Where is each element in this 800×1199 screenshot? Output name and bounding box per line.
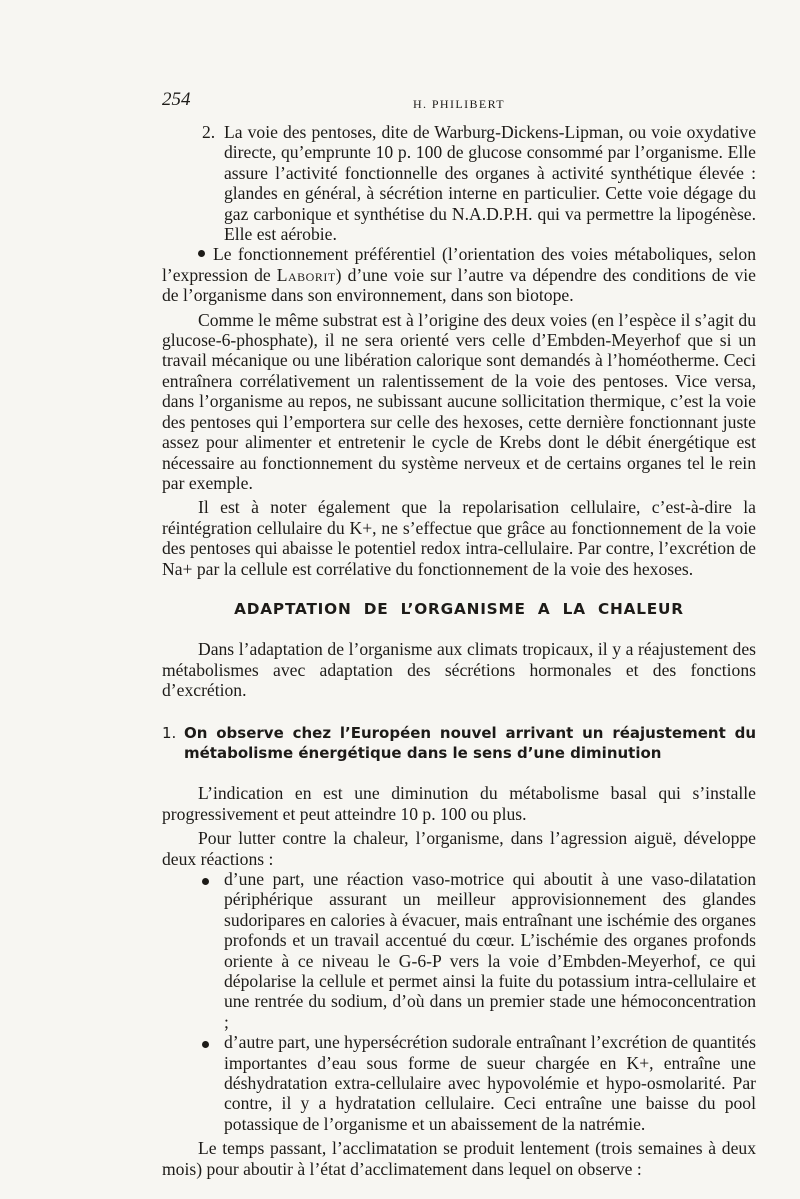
running-head: H. PHILIBERT bbox=[412, 97, 506, 111]
paragraph-comme: Comme le même substrat est à l’origine des deux voies (en l’espèce il s’agit du glucose-6-phosphate), il ne sera orienté vers celle d’Embden-Meyerhof que si un travail mécanique ou une libération calorique sont demandés à l’homéotherme. Ceci entraînera corrélativement un ralentissement de la voie des pentoses. Vice versa, dans l’organisme au repos, ne subissant aucune sollicitation thermique, c’est la voie des pentoses qui l’emportera sur celle des hexoses, cette dernière fonctionnant juste assez pour alimenter et entretenir le cycle de Krebs dont le débit énergétique est nécessaire au fonctionnement du système nerveux et de certains organes tel le rein par exemple. bbox=[162, 309, 756, 493]
item-number: 2. bbox=[202, 122, 216, 142]
subheading-text: On observe chez l’Européen nouvel arrivant un réajustement du métabolisme énergétique dans le sens d’une diminution bbox=[184, 723, 756, 762]
list-item bbox=[202, 1032, 756, 1134]
page bbox=[162, 90, 756, 1179]
paragraph-indication: L’indication en est une diminution du métabolisme basal qui s’installe progressivement et peut atteindre 10 p. 100 ou plus. bbox=[162, 783, 756, 824]
text-span: Le fonctionnement préférentiel (l’orientation des voies métaboliques, selon l’expression de bbox=[162, 244, 756, 285]
list-item bbox=[202, 869, 756, 1032]
list-item-text: d’une part, une réaction vaso-motrice qui aboutit à une vaso-dilatation périphérique assurant un meilleur approvisionnement des glandes sudoripares en calories à évacuer, mais entraînant une ischémie des organes profonds et un travail accentué du cœur. L’ischémie des organes profonds oriente à ce niveau le G-6-P vers la voie d’Embden-Meyerhof, ce qui dépolarise la cellule et permet ainsi la fuite du potassium intra-cellulaire et une rentrée du sodium, d’où dans un premier stade une hémoconcentration ; bbox=[224, 869, 756, 1032]
paragraph-lutter: Pour lutter contre la chaleur, l’organisme, dans l’agression aiguë, développe deux réactions : bbox=[162, 828, 756, 869]
paragraph-temps: Le temps passant, l’acclimatation se produit lentement (trois semaines à deux mois) pour aboutir à l’état d’acclimatement dans lequel on observe : bbox=[162, 1138, 756, 1179]
bullet-icon bbox=[202, 878, 209, 885]
paragraph-adaptation: Dans l’adaptation de l’organisme aux climats tropicaux, il y a réajustement des métabolismes avec adaptation des sécrétions hormonales et des fonctions d’excrétion. bbox=[162, 639, 756, 701]
reaction-list bbox=[202, 869, 756, 1134]
section-title: ADAPTATION DE L’ORGANISME A LA CHALEUR bbox=[234, 599, 684, 618]
page-number: 254 bbox=[162, 89, 191, 110]
page-header bbox=[162, 90, 756, 122]
subheading-number: 1. bbox=[162, 723, 177, 742]
subheading bbox=[162, 723, 756, 764]
paragraph-noter: Il est à noter également que la repolarisation cellulaire, c’est-à-dire la réintégration cellulaire du K+, ne s’effectue que grâce au fonctionnement de la voie des pentoses qui abaisse le potentiel redox intra-cellulaire. Par contre, l’excrétion de Na+ par la cellule est corrélative du fonctionnement de la voie des hexoses. bbox=[162, 497, 756, 579]
bullet-icon bbox=[198, 250, 205, 257]
text-span: ) d’une voie sur l’autre va dépendre des conditions de vie de l’organisme dans son environnement, dans son biotope. bbox=[162, 264, 756, 306]
paragraph-fonctionnement bbox=[162, 244, 756, 305]
item-text: La voie des pentoses, dite de Warburg-Dickens-Lipman, ou voie oxydative directe, qu’emprunte 10 p. 100 de glucose consommé par l’organisme. Elle assure l’activité fonctionnelle des organes à activité synthétique élevée : glandes en général, à sécrétion interne en particulier. Cette voie dégage du gaz carbonique et synthétise du N.A.D.P.H. qui va permettre la lipogénèse. Elle est aérobie. bbox=[224, 122, 756, 245]
list-item-text: d’autre part, une hypersécrétion sudorale entraînant l’excrétion de quantités importantes d’eau sous forme de sueur chargée en K+, entraîne une déshydratation extra-cellulaire avec hypovolémie et hypo-osmolarité. Par contre, il y a hydratation cellulaire. Ceci entraîne une baisse du pool potassique de l’organisme et un abaissement de la natrémie. bbox=[224, 1032, 756, 1134]
list-item-pentoses bbox=[202, 122, 756, 244]
bullet-icon bbox=[202, 1041, 209, 1048]
author-name: Laborit bbox=[276, 264, 336, 285]
